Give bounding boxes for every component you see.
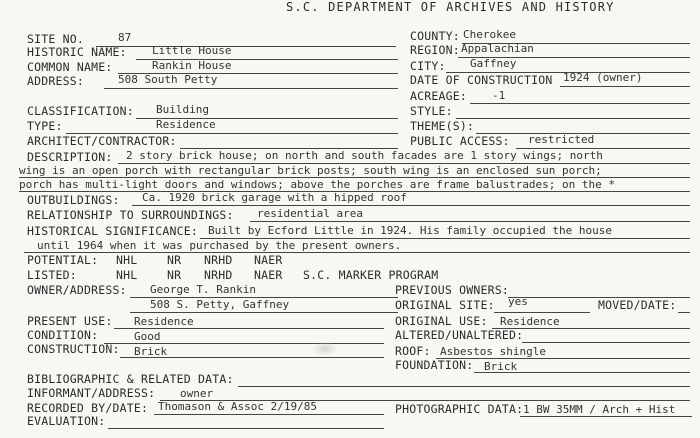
historical-significance-label: HISTORICAL SIGNIFICANCE: xyxy=(27,224,198,238)
recorded-by-value: Thomason & Assoc 2/19/85 xyxy=(158,400,317,413)
relationship-label: RELATIONSHIP TO SURROUNDINGS: xyxy=(27,208,234,222)
photographic-data-value: 1 BW 35MM / Arch + Hist xyxy=(523,403,676,416)
condition-value: Good xyxy=(134,330,161,343)
potential-option-nr: NR xyxy=(167,253,182,267)
outbuildings-value: Ca. 1920 brick garage with a hipped roof xyxy=(142,191,407,204)
date-construction-label: DATE OF CONSTRUCTION xyxy=(410,73,553,87)
acreage-line xyxy=(470,103,690,104)
altered-label: ALTERED/UNALTERED: xyxy=(395,328,524,342)
historic-name-label: HISTORIC NAME: xyxy=(27,45,127,59)
themes-label: THEME(S): xyxy=(410,119,475,133)
original-site-value: yes xyxy=(508,295,528,308)
roof-label: ROOF: xyxy=(395,344,431,358)
date-construction-line xyxy=(560,86,690,87)
outbuildings-line xyxy=(132,205,690,206)
classification-label: CLASSIFICATION: xyxy=(27,104,134,118)
construction-label: CONSTRUCTION: xyxy=(27,342,120,356)
original-use-value: Residence xyxy=(500,315,560,328)
potential-option-naer: NAER xyxy=(254,253,283,267)
potential-label: POTENTIAL: xyxy=(27,253,99,267)
foundation-label: FOUNDATION: xyxy=(395,358,474,372)
ink-smudge xyxy=(312,342,338,356)
altered-line xyxy=(522,342,690,343)
construction-value: Brick xyxy=(134,345,168,358)
foundation-line xyxy=(474,372,690,373)
previous-owners-label: PREVIOUS OWNERS: xyxy=(395,283,509,297)
type-value: Residence xyxy=(156,118,216,131)
region-value: Appalachian xyxy=(461,42,534,55)
relationship-line xyxy=(250,221,690,222)
listed-option-nrhd: NRHD xyxy=(204,268,233,282)
informant-value: owner xyxy=(180,387,214,400)
roof-value: Asbestos shingle xyxy=(440,345,546,358)
site-no-value: 87 xyxy=(118,31,132,44)
description-line-2: wing is an open porch with rectangular brick posts; south wing is an enclosed sun porch; xyxy=(19,164,602,177)
owner-address-label: OWNER/ADDRESS: xyxy=(27,283,127,297)
potential-option-nhl: NHL xyxy=(116,253,138,267)
style-label: STYLE: xyxy=(410,104,453,118)
present-use-line xyxy=(114,328,384,329)
condition-line xyxy=(104,343,384,344)
listed-option-nr: NR xyxy=(167,268,182,282)
informant-label: INFORMANT/ADDRESS: xyxy=(27,386,156,400)
owner-address-line-2: 508 S. Petty, Gaffney xyxy=(150,298,290,311)
city-label: CITY: xyxy=(410,59,446,73)
site-no-label: SITE NO. xyxy=(27,32,84,46)
evaluation-line xyxy=(108,428,384,429)
historical-significance-line-1: Built by Ecford Little in 1924. His family occupied the house xyxy=(208,224,612,237)
region-label: REGION: xyxy=(410,43,460,57)
description-label: DESCRIPTION: xyxy=(27,150,113,164)
bibliographic-line xyxy=(238,386,690,387)
listed-option-nhl: NHL xyxy=(116,268,138,282)
public-access-label: PUBLIC ACCESS: xyxy=(410,134,510,148)
style-line xyxy=(456,118,690,119)
acreage-label: ACREAGE: xyxy=(410,89,467,103)
bibliographic-label: BIBLIOGRAPHIC & RELATED DATA: xyxy=(27,372,234,386)
potential-option-nrhd: NRHD xyxy=(204,253,233,267)
listed-option-sc-marker: S.C. MARKER PROGRAM xyxy=(303,268,439,282)
architect-label: ARCHITECT/CONTRACTOR: xyxy=(27,134,177,148)
listed-option-naer: NAER xyxy=(254,268,283,282)
city-value: Gaffney xyxy=(470,57,517,70)
roof-line xyxy=(436,358,690,359)
moved-date-line xyxy=(678,312,690,313)
original-site-line xyxy=(494,312,590,313)
common-name-value: Rankin House xyxy=(152,59,232,72)
construction-line xyxy=(120,357,384,358)
county-value: Cherokee xyxy=(463,28,516,41)
outbuildings-label: OUTBUILDINGS: xyxy=(27,193,120,207)
type-label: TYPE: xyxy=(27,119,63,133)
relationship-value: residential area xyxy=(257,207,363,220)
historic-name-value: Little House xyxy=(152,44,232,57)
site-no-line xyxy=(96,46,396,47)
condition-label: CONDITION: xyxy=(27,328,99,342)
present-use-value: Residence xyxy=(134,315,194,328)
form-header: S.C. DEPARTMENT OF ARCHIVES AND HISTORY xyxy=(286,0,615,14)
address-line xyxy=(104,88,398,89)
date-construction-value: 1924 (owner) xyxy=(563,71,643,84)
address-value: 508 South Petty xyxy=(118,73,218,86)
foundation-value: Brick xyxy=(484,360,518,373)
description-line-3: porch has multi-light doors and windows; above the porches are frame balustrades; on the * xyxy=(19,178,616,191)
owner-address-rule-2 xyxy=(130,312,398,313)
listed-label: LISTED: xyxy=(27,268,77,282)
classification-value: Building xyxy=(156,103,209,116)
photographic-data-label: PHOTOGRAPHIC DATA: xyxy=(395,402,524,416)
original-use-label: ORIGINAL USE: xyxy=(395,314,488,328)
acreage-value: -1 xyxy=(492,89,506,102)
evaluation-label: EVALUATION: xyxy=(27,414,106,428)
public-access-value: restricted xyxy=(528,133,595,146)
present-use-label: PRESENT USE: xyxy=(27,314,113,328)
county-label: COUNTY: xyxy=(410,29,460,43)
recorded-by-line xyxy=(154,414,384,415)
description-line-1: 2 story brick house; on north and south facades are 1 story wings; north xyxy=(126,149,603,162)
recorded-by-label: RECORDED BY/DATE: xyxy=(27,401,149,415)
photographic-data-line xyxy=(520,416,692,417)
address-label: ADDRESS: xyxy=(27,74,84,88)
original-site-label: ORIGINAL SITE: xyxy=(395,298,495,312)
owner-address-line-1: George T. Rankin xyxy=(150,283,256,296)
common-name-label: COMMON NAME: xyxy=(27,60,113,74)
historical-significance-line-2: until 1964 when it was purchased by the present owners. xyxy=(37,239,402,252)
moved-date-label: MOVED/DATE: xyxy=(598,298,677,312)
